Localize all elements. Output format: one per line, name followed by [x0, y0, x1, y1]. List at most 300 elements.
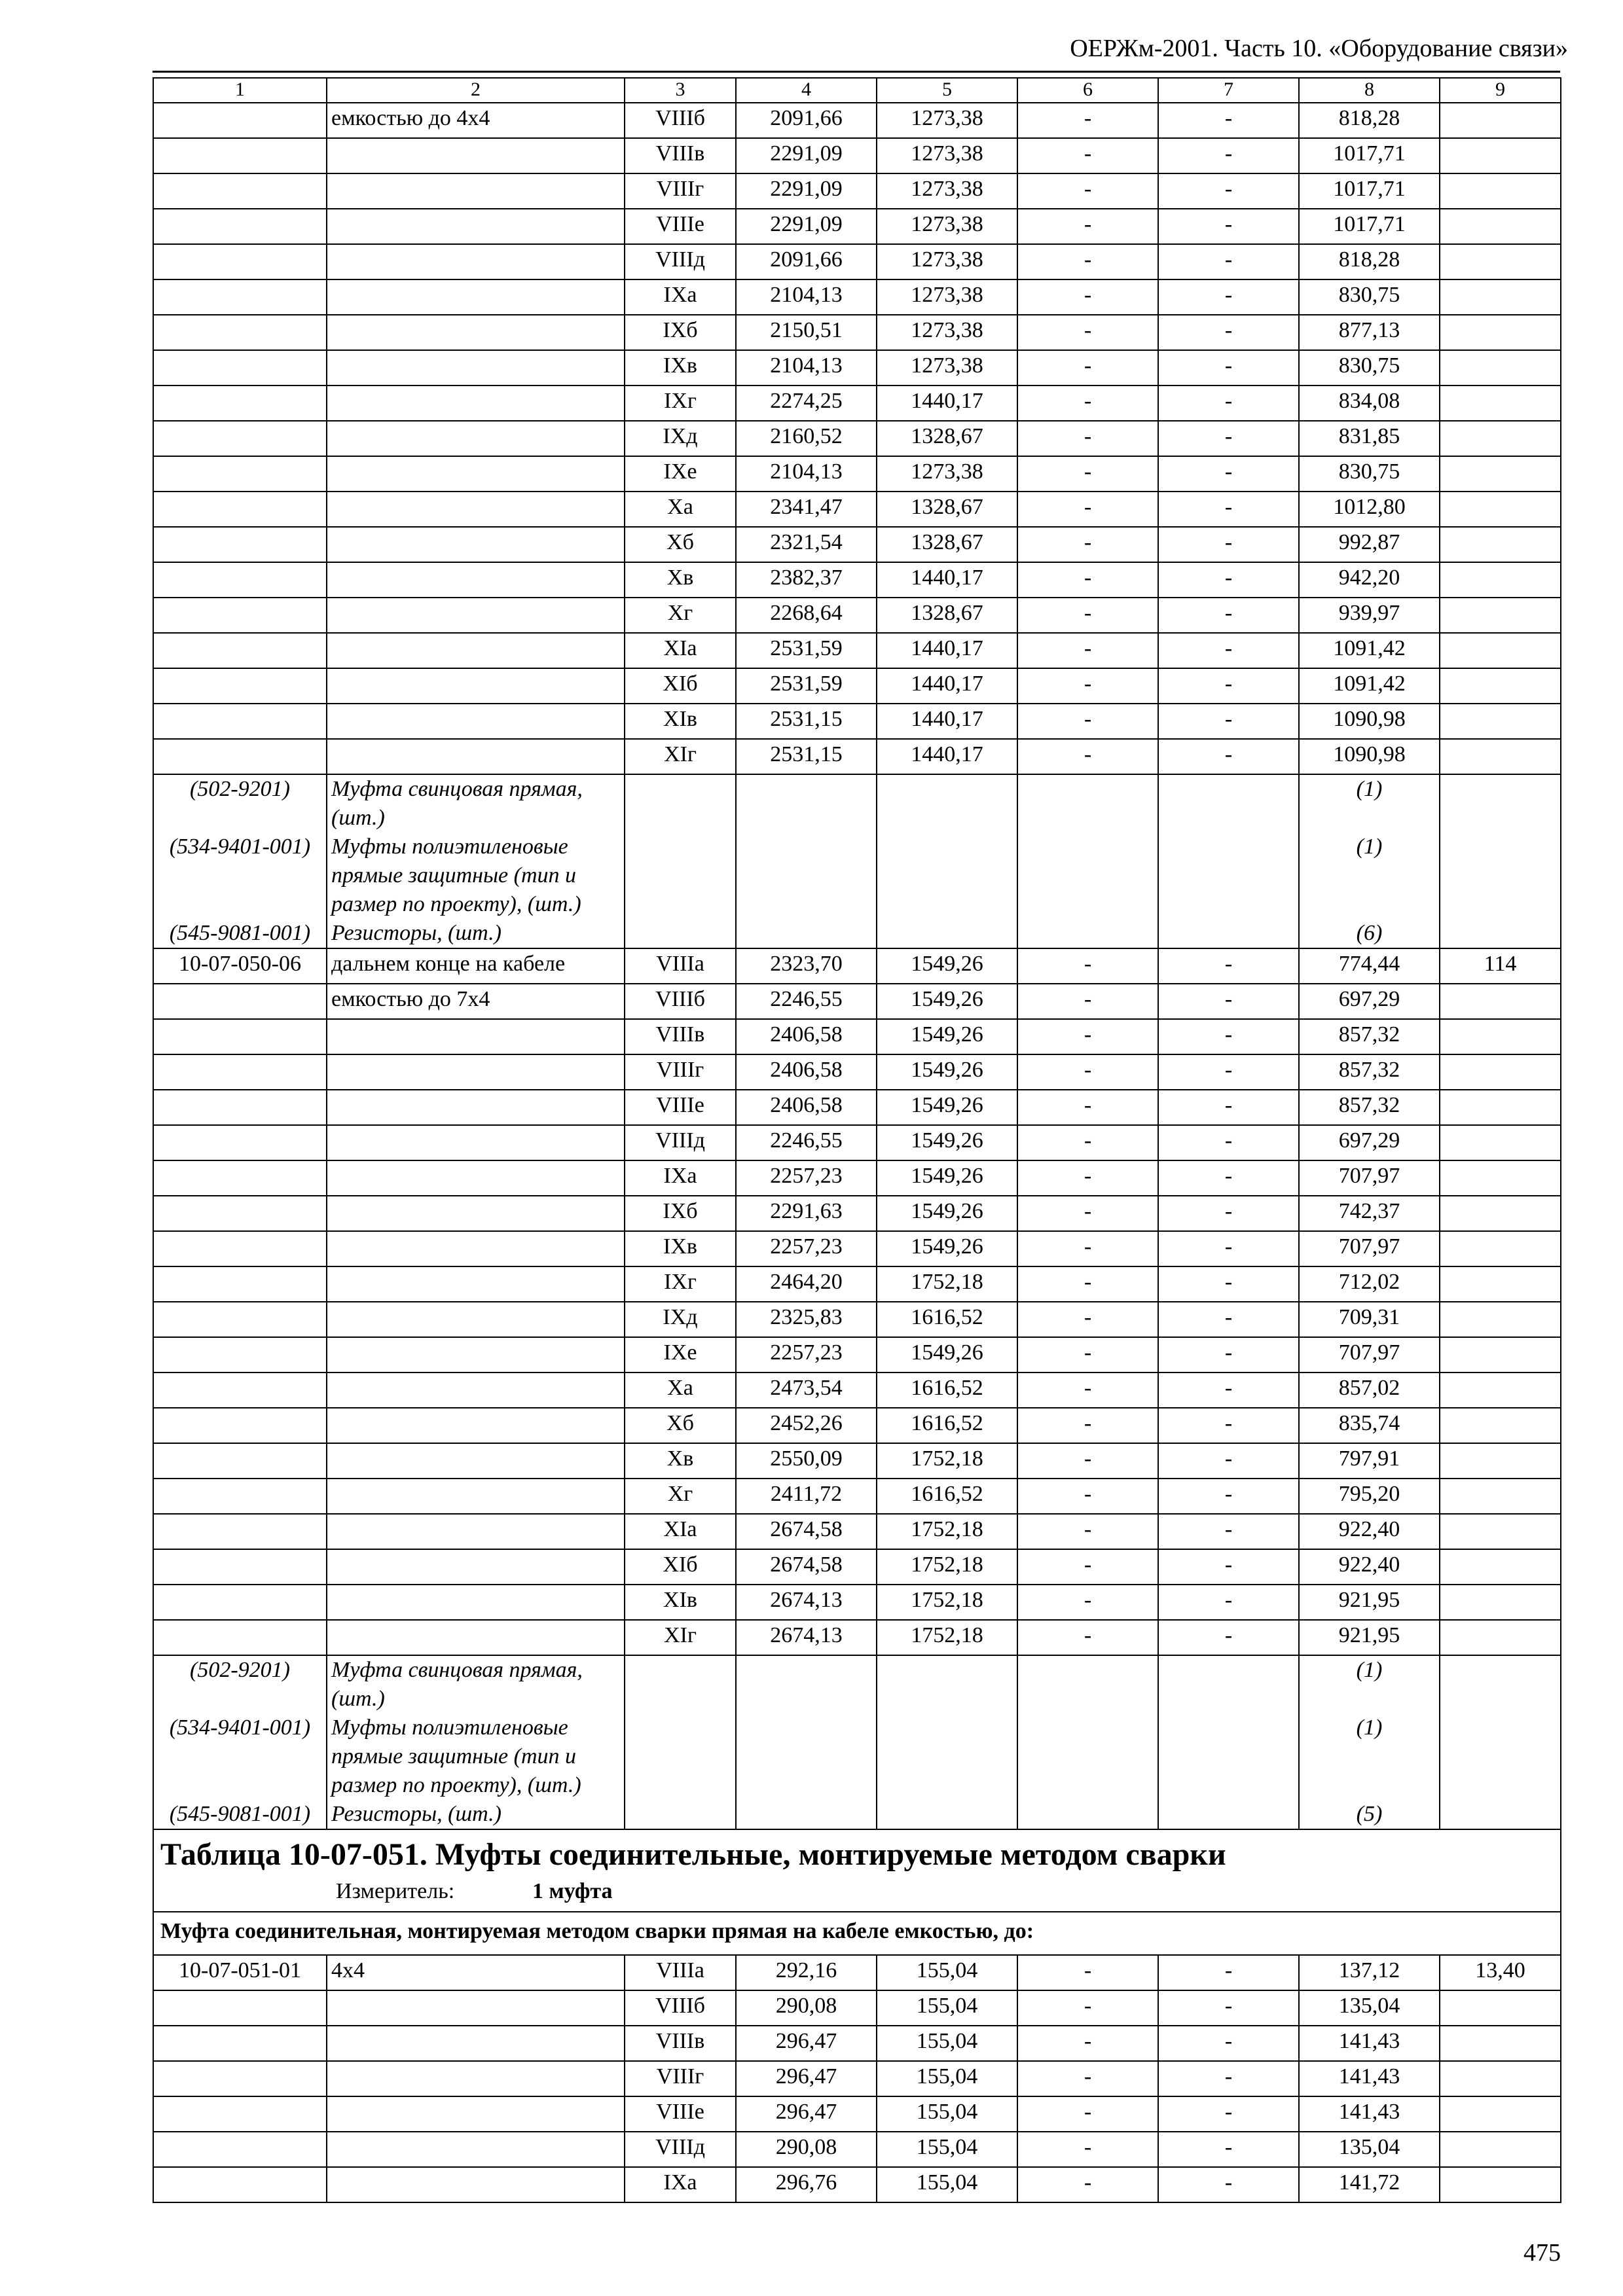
cell-c4: [736, 919, 877, 948]
cell-c3: VIIIв: [625, 1019, 736, 1054]
cell-c8: 709,31: [1299, 1302, 1440, 1337]
cell-c9: [1440, 138, 1561, 173]
table-row: [153, 633, 1561, 668]
cell-c8: 707,97: [1299, 1337, 1440, 1372]
cell-c2: [327, 2061, 625, 2096]
cell-c8: 1091,42: [1299, 633, 1440, 668]
cell-c5: 1752,18: [877, 1620, 1017, 1655]
cell-c6: [1017, 1655, 1158, 1713]
cell-c4: [736, 1800, 877, 1829]
cell-c3: VIIIе: [625, 1090, 736, 1125]
cell-c8: 835,74: [1299, 1408, 1440, 1443]
cell-c7: -: [1158, 984, 1299, 1019]
cell-c6: -: [1017, 421, 1158, 456]
cell-c1: [153, 704, 327, 739]
cell-c5: 1549,26: [877, 1090, 1017, 1125]
cell-c8: 707,97: [1299, 1231, 1440, 1266]
table-row: [153, 1054, 1561, 1090]
cell-c3: IXв: [625, 1231, 736, 1266]
cell-c7: -: [1158, 1479, 1299, 1514]
cell-c7: -: [1158, 1196, 1299, 1231]
table-row: [153, 2096, 1561, 2132]
cell-c4: 2291,09: [736, 173, 877, 209]
cell-c9: [1440, 739, 1561, 774]
cell-c7: -: [1158, 1302, 1299, 1337]
cell-c4: 2473,54: [736, 1372, 877, 1408]
cell-c1: [153, 1990, 327, 2026]
cell-c4: 2406,58: [736, 1019, 877, 1054]
cell-c6: -: [1017, 1479, 1158, 1514]
cell-c4: 2246,55: [736, 1125, 877, 1160]
cell-c4: 296,76: [736, 2167, 877, 2202]
cell-c4: 2452,26: [736, 1408, 877, 1443]
cell-c9: [1440, 668, 1561, 704]
table-row: [153, 1443, 1561, 1479]
cell-c9: [1440, 833, 1561, 919]
cell-c3: XIв: [625, 1585, 736, 1620]
cell-c3: VIIIд: [625, 2132, 736, 2167]
cell-c4: [736, 774, 877, 833]
cell-c2: [327, 421, 625, 456]
cell-c9: [1440, 492, 1561, 527]
cell-c1: [153, 103, 327, 138]
cell-c6: -: [1017, 1266, 1158, 1302]
cell-c5: 155,04: [877, 1990, 1017, 2026]
cell-c2: дальнем конце на кабеле: [327, 948, 625, 984]
cell-c6: -: [1017, 1408, 1158, 1443]
cell-c3: IXг: [625, 1266, 736, 1302]
cell-c1: [153, 421, 327, 456]
cell-c5: 1328,67: [877, 598, 1017, 633]
cell-c3: IXб: [625, 315, 736, 350]
cell-c9: [1440, 1125, 1561, 1160]
cell-c4: 2246,55: [736, 984, 877, 1019]
cell-c4: 296,47: [736, 2026, 877, 2061]
table-row: [153, 562, 1561, 598]
cell-c6: -: [1017, 2061, 1158, 2096]
cell-c2: [327, 1125, 625, 1160]
cell-c7: -: [1158, 1231, 1299, 1266]
cell-c8: 137,12: [1299, 1955, 1440, 1990]
cell-c6: -: [1017, 948, 1158, 984]
cell-c7: -: [1158, 1514, 1299, 1549]
table-row: [153, 1549, 1561, 1585]
cell-c1: (502-9201): [153, 774, 327, 833]
cell-c5: 1440,17: [877, 704, 1017, 739]
cell-c6: -: [1017, 315, 1158, 350]
cell-c9: [1440, 1231, 1561, 1266]
cell-c1: [153, 244, 327, 279]
cell-c5: 1328,67: [877, 492, 1017, 527]
cell-c3: IXг: [625, 386, 736, 421]
cell-c6: -: [1017, 1514, 1158, 1549]
cell-c5: 1616,52: [877, 1302, 1017, 1337]
cell-c9: [1440, 1585, 1561, 1620]
resource-row: [153, 774, 1561, 833]
cell-c3: VIIIг: [625, 2061, 736, 2096]
cell-c5: 1549,26: [877, 1019, 1017, 1054]
cell-c5: 155,04: [877, 1955, 1017, 1990]
cell-c8: 831,85: [1299, 421, 1440, 456]
cell-c1: [153, 2061, 327, 2096]
cell-c2: Муфта свинцовая прямая, (шт.): [327, 774, 625, 833]
cell-c2: [327, 1479, 625, 1514]
cell-c8: 857,02: [1299, 1372, 1440, 1408]
cell-c1: (502-9201): [153, 1655, 327, 1713]
cell-c4: 2104,13: [736, 350, 877, 386]
cell-c2: Муфты полиэтиленовые прямые защитные (тип и размер по проекту), (шт.): [327, 1713, 625, 1800]
rates-table: [153, 77, 1561, 2203]
cell-c2: [327, 739, 625, 774]
cell-c3: Xг: [625, 1479, 736, 1514]
cell-c7: [1158, 774, 1299, 833]
cell-c9: [1440, 984, 1561, 1019]
cell-c3: VIIIе: [625, 2096, 736, 2132]
cell-c2: [327, 1266, 625, 1302]
cell-c4: [736, 1655, 877, 1713]
cell-c7: -: [1158, 739, 1299, 774]
cell-c3: [625, 774, 736, 833]
cell-c9: 13,40: [1440, 1955, 1561, 1990]
cell-c5: 1752,18: [877, 1585, 1017, 1620]
cell-c6: -: [1017, 386, 1158, 421]
table-row: [153, 173, 1561, 209]
cell-c1: [153, 1090, 327, 1125]
cell-c2: [327, 704, 625, 739]
cell-c1: [153, 1372, 327, 1408]
cell-c7: [1158, 1800, 1299, 1829]
table-row: [153, 948, 1561, 984]
cell-c6: -: [1017, 633, 1158, 668]
cell-c7: -: [1158, 1372, 1299, 1408]
cell-c2: [327, 209, 625, 244]
cell-c2: [327, 598, 625, 633]
cell-c7: 7: [1158, 78, 1299, 103]
cell-c5: 1752,18: [877, 1549, 1017, 1585]
cell-c1: [153, 1302, 327, 1337]
cell-c6: -: [1017, 2096, 1158, 2132]
cell-c8: (6): [1299, 919, 1440, 948]
cell-c5: 1440,17: [877, 668, 1017, 704]
cell-c8: 830,75: [1299, 456, 1440, 492]
cell-c9: [1440, 1302, 1561, 1337]
table-row: [153, 704, 1561, 739]
cell-c6: 6: [1017, 78, 1158, 103]
running-header: ОЕРЖм-2001. Часть 10. «Оборудование связи»: [1070, 35, 1568, 62]
cell-c7: -: [1158, 1585, 1299, 1620]
table-row: [153, 1019, 1561, 1054]
cell-c8: 135,04: [1299, 2132, 1440, 2167]
table-row: [153, 1302, 1561, 1337]
cell-c5: 1440,17: [877, 633, 1017, 668]
cell-c7: -: [1158, 1090, 1299, 1125]
cell-c3: VIIIб: [625, 1990, 736, 2026]
cell-c1: [153, 315, 327, 350]
table-row: [153, 209, 1561, 244]
cell-c6: -: [1017, 279, 1158, 315]
cell-c5: 1752,18: [877, 1266, 1017, 1302]
cell-c4: 2411,72: [736, 1479, 877, 1514]
cell-c2: [327, 1337, 625, 1372]
cell-c9: [1440, 2132, 1561, 2167]
cell-c4: 2531,59: [736, 668, 877, 704]
cell-c3: IXд: [625, 421, 736, 456]
table-row: [153, 598, 1561, 633]
cell-c3: Xв: [625, 1443, 736, 1479]
cell-c4: 2104,13: [736, 456, 877, 492]
cell-c8: (1): [1299, 833, 1440, 919]
cell-c9: [1440, 1160, 1561, 1196]
cell-c6: -: [1017, 984, 1158, 1019]
cell-c9: [1440, 209, 1561, 244]
cell-c8: 921,95: [1299, 1620, 1440, 1655]
subheading-row: [153, 1912, 1561, 1955]
cell-c1: [153, 138, 327, 173]
cell-c1: [153, 279, 327, 315]
cell-c2: [327, 1019, 625, 1054]
cell-c9: [1440, 1655, 1561, 1713]
cell-c3: XIг: [625, 1620, 736, 1655]
cell-c9: [1440, 456, 1561, 492]
cell-c8: 818,28: [1299, 103, 1440, 138]
table-row: [153, 315, 1561, 350]
cell-c1: [153, 1019, 327, 1054]
cell-c4: 290,08: [736, 2132, 877, 2167]
cell-c8: 141,43: [1299, 2096, 1440, 2132]
cell-c6: -: [1017, 1125, 1158, 1160]
cell-c7: -: [1158, 279, 1299, 315]
cell-c5: 1273,38: [877, 209, 1017, 244]
cell-c9: [1440, 173, 1561, 209]
cell-c7: [1158, 1713, 1299, 1800]
cell-c8: 877,13: [1299, 315, 1440, 350]
cell-c8: 697,29: [1299, 1125, 1440, 1160]
cell-c6: -: [1017, 1620, 1158, 1655]
cell-c2: [327, 1408, 625, 1443]
cell-c3: Xб: [625, 1408, 736, 1443]
cell-c9: [1440, 562, 1561, 598]
cell-c4: 296,47: [736, 2061, 877, 2096]
cell-c3: IXб: [625, 1196, 736, 1231]
cell-c8: 141,43: [1299, 2061, 1440, 2096]
cell-c8: 795,20: [1299, 1479, 1440, 1514]
cell-c6: [1017, 833, 1158, 919]
cell-c9: [1440, 598, 1561, 633]
cell-c1: [153, 1196, 327, 1231]
table-title: Таблица 10-07-051. Муфты соединительные, монтируемые методом сварки: [160, 1837, 1226, 1872]
cell-c1: [153, 1231, 327, 1266]
cell-c3: IXд: [625, 1302, 736, 1337]
cell-c9: [1440, 704, 1561, 739]
cell-c4: 2268,64: [736, 598, 877, 633]
resource-row: [153, 1800, 1561, 1829]
cell-c7: -: [1158, 2096, 1299, 2132]
cell-c9: [1440, 1990, 1561, 2026]
cell-full: [153, 1829, 1561, 1912]
cell-c5: 1549,26: [877, 1231, 1017, 1266]
cell-c3: Xб: [625, 527, 736, 562]
cell-c7: -: [1158, 1266, 1299, 1302]
cell-c5: 1273,38: [877, 173, 1017, 209]
cell-c3: [625, 833, 736, 919]
cell-c6: -: [1017, 1302, 1158, 1337]
cell-c1: [153, 350, 327, 386]
cell-c6: -: [1017, 1372, 1158, 1408]
cell-c2: [327, 1302, 625, 1337]
cell-c2: [327, 2096, 625, 2132]
cell-c3: VIIIг: [625, 1054, 736, 1090]
cell-c7: -: [1158, 1955, 1299, 1990]
cell-c4: 2531,15: [736, 704, 877, 739]
cell-c5: [877, 833, 1017, 919]
cell-c2: [327, 1196, 625, 1231]
cell-c5: [877, 774, 1017, 833]
measure-line: [160, 1876, 1554, 1907]
cell-c9: [1440, 1800, 1561, 1829]
cell-c9: [1440, 2096, 1561, 2132]
cell-c4: [736, 833, 877, 919]
cell-c6: -: [1017, 739, 1158, 774]
cell-c2: [327, 456, 625, 492]
cell-c9: [1440, 1514, 1561, 1549]
cell-c7: -: [1158, 527, 1299, 562]
cell-c3: VIIIв: [625, 138, 736, 173]
cell-c8: 712,02: [1299, 1266, 1440, 1302]
cell-c7: -: [1158, 2132, 1299, 2167]
cell-c1: [153, 1585, 327, 1620]
cell-c6: -: [1017, 1231, 1158, 1266]
cell-c2: Муфты полиэтиленовые прямые защитные (тип и размер по проекту), (шт.): [327, 833, 625, 919]
cell-c6: -: [1017, 173, 1158, 209]
cell-c5: 155,04: [877, 2061, 1017, 2096]
table-row: [153, 527, 1561, 562]
cell-c6: -: [1017, 1160, 1158, 1196]
cell-c9: [1440, 1549, 1561, 1585]
cell-c1: (534-9401-001): [153, 833, 327, 919]
cell-c6: -: [1017, 1054, 1158, 1090]
cell-c2: [327, 633, 625, 668]
cell-c5: 1273,38: [877, 138, 1017, 173]
cell-c7: -: [1158, 173, 1299, 209]
cell-c7: -: [1158, 562, 1299, 598]
measure-label: Измеритель:: [336, 1879, 455, 1903]
cell-c9: [1440, 2167, 1561, 2202]
table-row: [153, 1196, 1561, 1231]
measure-value: 1 муфта: [532, 1879, 613, 1903]
cell-c8: (5): [1299, 1800, 1440, 1829]
cell-c4: 2150,51: [736, 315, 877, 350]
cell-c1: 10-07-051-01: [153, 1955, 327, 1990]
cell-c5: 1273,38: [877, 315, 1017, 350]
cell-c3: XIб: [625, 668, 736, 704]
cell-c3: IXа: [625, 279, 736, 315]
cell-c7: -: [1158, 668, 1299, 704]
cell-c4: 2257,23: [736, 1337, 877, 1372]
cell-c8: 1017,71: [1299, 173, 1440, 209]
cell-c5: 1440,17: [877, 739, 1017, 774]
cell-c4: 2531,15: [736, 739, 877, 774]
cell-c3: XIа: [625, 1514, 736, 1549]
cell-c1: [153, 2167, 327, 2202]
cell-c9: [1440, 1620, 1561, 1655]
cell-c4: 2291,63: [736, 1196, 877, 1231]
table-row: [153, 138, 1561, 173]
cell-c5: 1616,52: [877, 1372, 1017, 1408]
cell-c3: Xг: [625, 598, 736, 633]
cell-c9: [1440, 1266, 1561, 1302]
cell-c8: 818,28: [1299, 244, 1440, 279]
resource-row: [153, 919, 1561, 948]
cell-c3: XIа: [625, 633, 736, 668]
cell-c3: VIIIв: [625, 2026, 736, 2061]
cell-c1: (534-9401-001): [153, 1713, 327, 1800]
cell-full subhead: Муфта соединительная, монтируемая методом сварки прямая на кабеле емкостью, до:: [153, 1912, 1561, 1955]
cell-c6: -: [1017, 2167, 1158, 2202]
cell-c4: 2674,58: [736, 1514, 877, 1549]
cell-c6: [1017, 774, 1158, 833]
cell-c9: [1440, 1479, 1561, 1514]
cell-c3: IXе: [625, 456, 736, 492]
cell-c8: 857,32: [1299, 1019, 1440, 1054]
cell-c8: 939,97: [1299, 598, 1440, 633]
cell-c5: 1273,38: [877, 350, 1017, 386]
table-row: [153, 1090, 1561, 1125]
cell-c7: [1158, 1655, 1299, 1713]
table-row: [153, 1479, 1561, 1514]
cell-c5: [877, 1655, 1017, 1713]
cell-c5: 1549,26: [877, 1337, 1017, 1372]
cell-c4: 2274,25: [736, 386, 877, 421]
cell-c5: 1440,17: [877, 562, 1017, 598]
cell-c7: [1158, 833, 1299, 919]
cell-c4: 2674,13: [736, 1620, 877, 1655]
cell-c1: [153, 633, 327, 668]
cell-c8: 135,04: [1299, 1990, 1440, 2026]
cell-c6: -: [1017, 1585, 1158, 1620]
cell-c8: 742,37: [1299, 1196, 1440, 1231]
cell-c7: -: [1158, 103, 1299, 138]
cell-c9: [1440, 1372, 1561, 1408]
cell-c2: [327, 1443, 625, 1479]
cell-c1: [153, 1337, 327, 1372]
cell-c9: [1440, 919, 1561, 948]
cell-c6: -: [1017, 527, 1158, 562]
cell-c2: емкостью до 7х4: [327, 984, 625, 1019]
cell-c2: [327, 244, 625, 279]
cell-c2: Резисторы, (шт.): [327, 919, 625, 948]
cell-c8: 8: [1299, 78, 1440, 103]
header-rule: [153, 71, 1560, 73]
cell-c5: 1273,38: [877, 456, 1017, 492]
cell-c2: 2: [327, 78, 625, 103]
table-row: [153, 2167, 1561, 2202]
cell-c5: 1273,38: [877, 244, 1017, 279]
cell-c1: [153, 1443, 327, 1479]
cell-c8: 1017,71: [1299, 209, 1440, 244]
cell-c8: 1017,71: [1299, 138, 1440, 173]
cell-c6: -: [1017, 704, 1158, 739]
cell-c2: 4х4: [327, 1955, 625, 1990]
cell-c3: IXе: [625, 1337, 736, 1372]
cell-c6: -: [1017, 209, 1158, 244]
cell-c7: [1158, 919, 1299, 948]
cell-c9: [1440, 279, 1561, 315]
cell-c6: -: [1017, 103, 1158, 138]
cell-c1: [153, 527, 327, 562]
cell-c6: [1017, 1800, 1158, 1829]
cell-c3: [625, 919, 736, 948]
cell-c3: VIIIд: [625, 1125, 736, 1160]
